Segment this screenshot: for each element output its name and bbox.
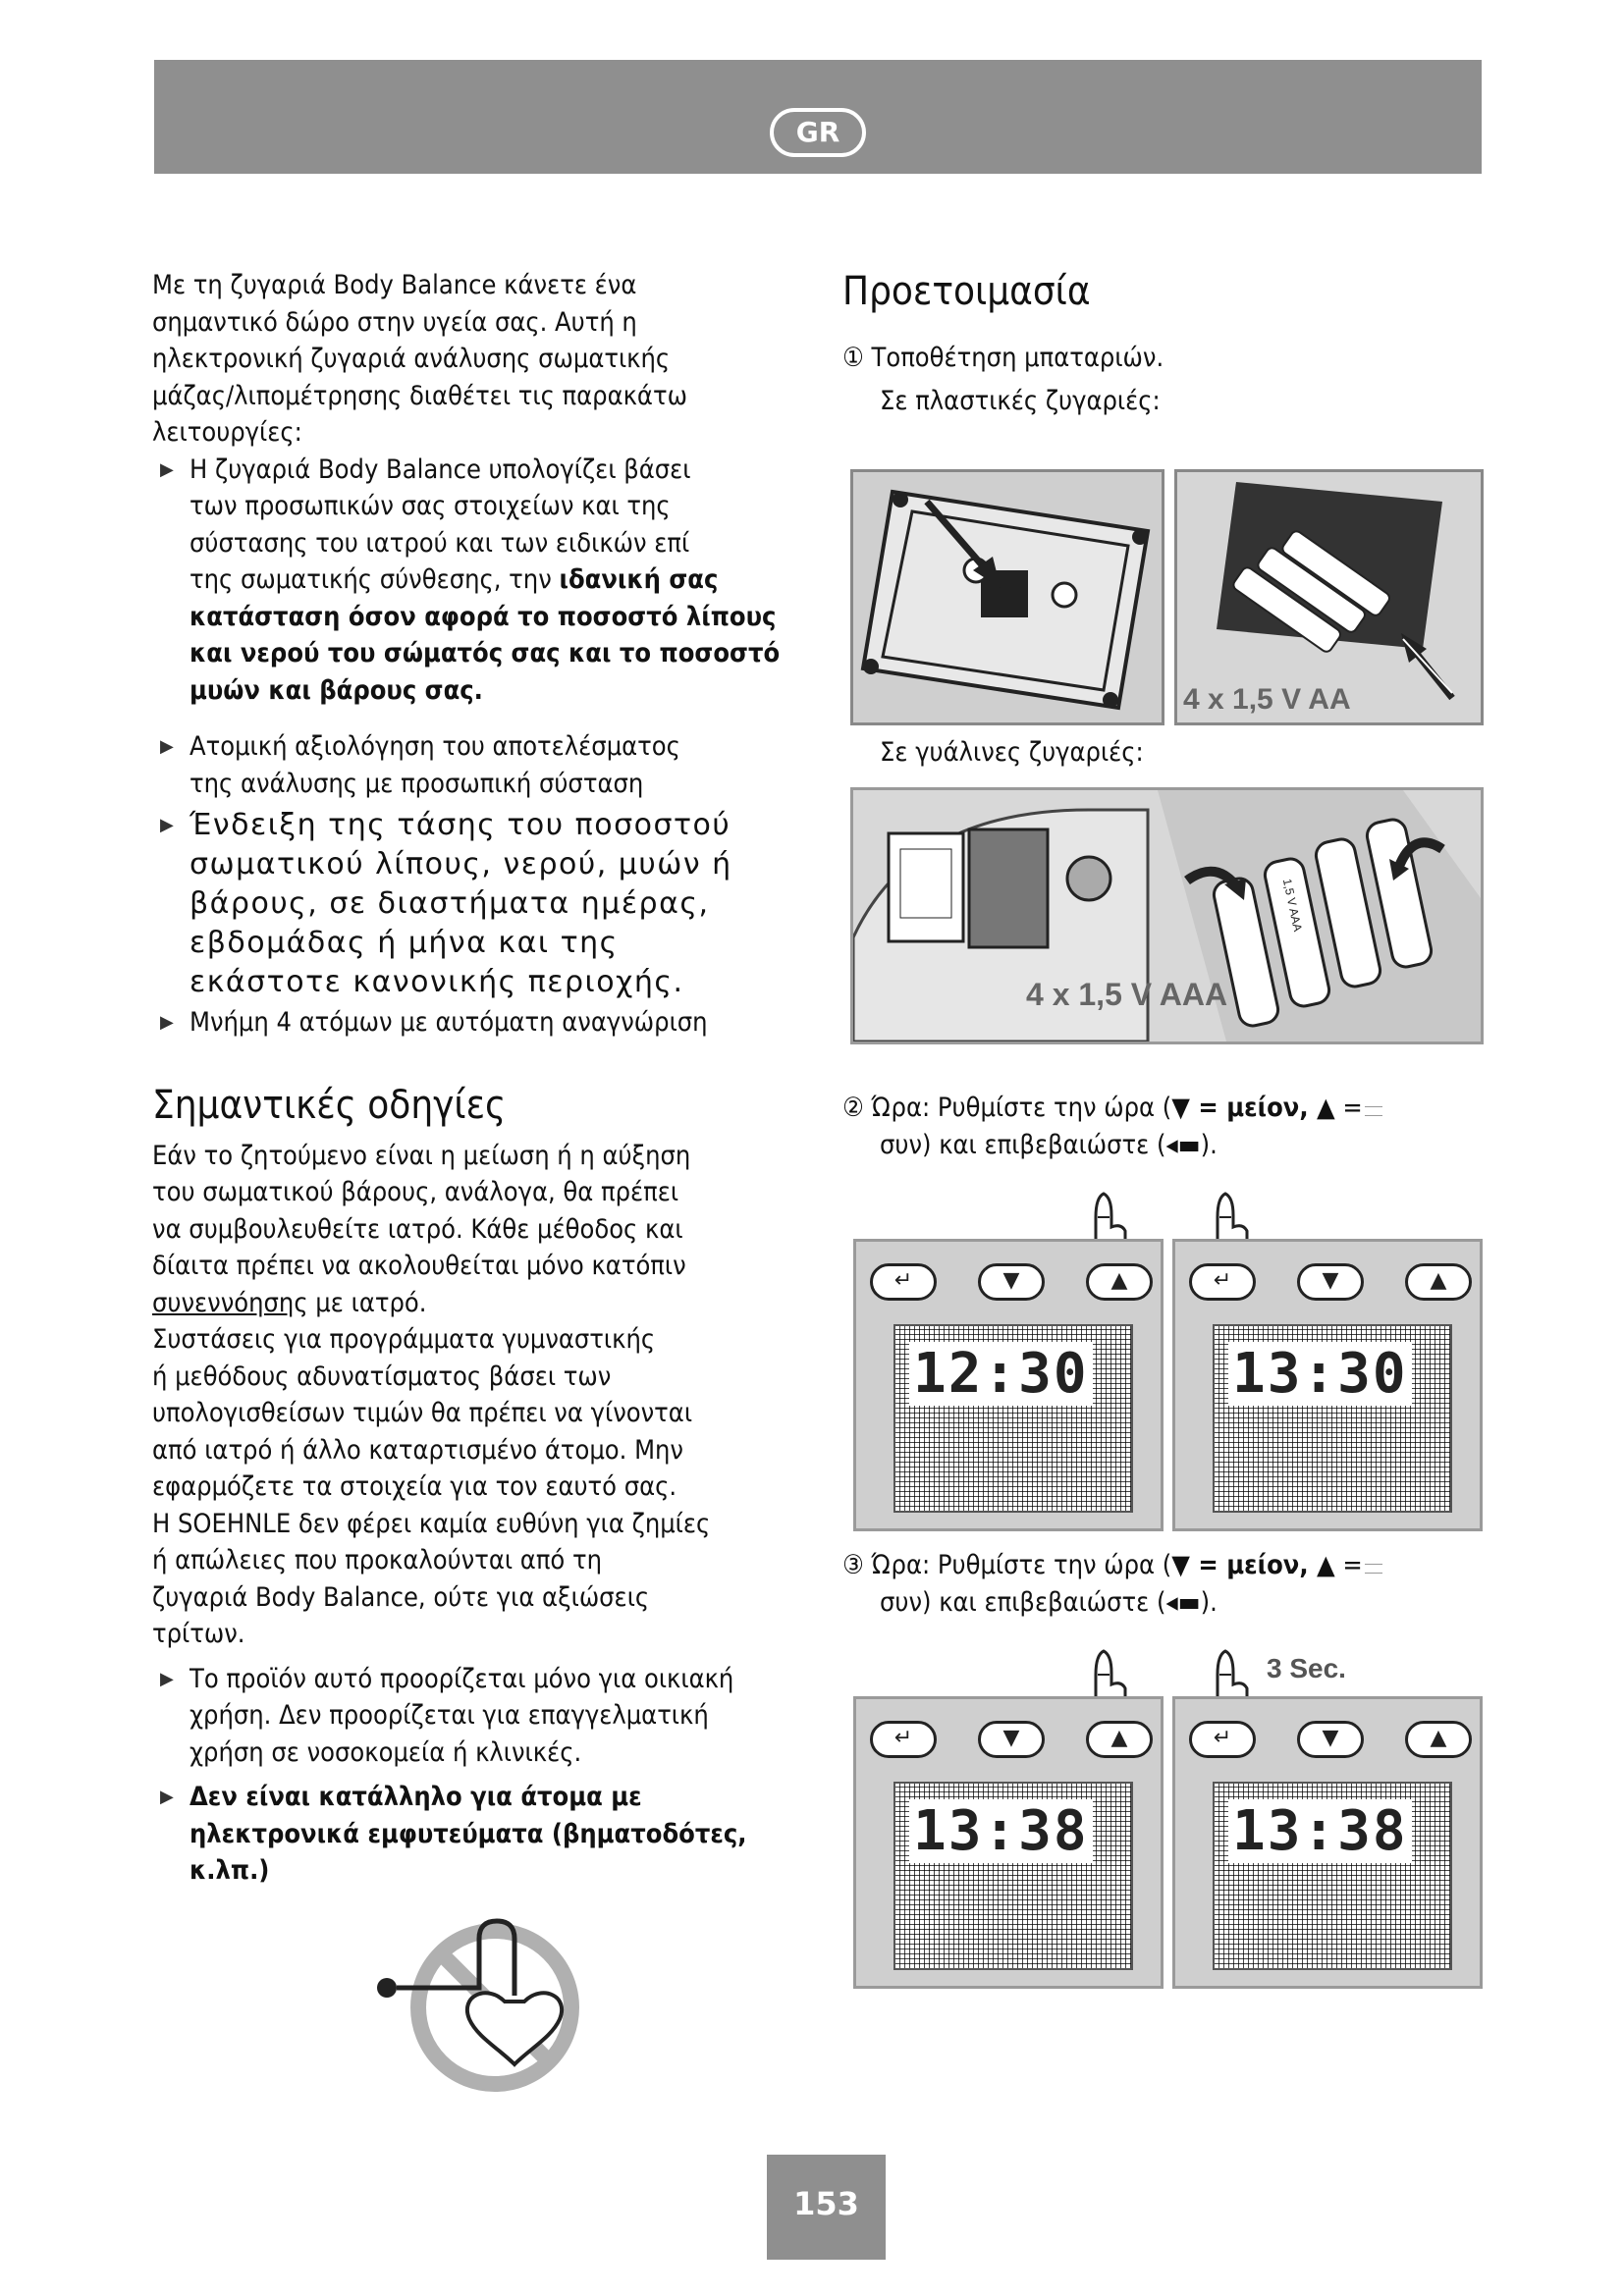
time-display-panel [853,1239,1164,1531]
step-2-line-1 [842,1090,1481,1127]
important-line: τρίτων. [152,1619,245,1649]
language-badge: GR [770,108,866,157]
intro-line: Με τη ζυγαριά Body Balance κάνετε ένα [152,270,637,300]
feature-item-ideal-state [152,452,800,710]
important-line: Η SOEHNLE δεν φέρει καμία ευθύνη για ζημίες [152,1508,711,1539]
step-3-line-2 [842,1584,1481,1622]
lcd-display [1213,1782,1452,1970]
enter-button[interactable]: ↵ [870,1721,937,1758]
step-1-text: Τοποθέτηση μπαταριών. [871,343,1164,373]
feature-line: εβδομάδας ή μήνα και της [189,926,619,960]
important-line: από ιατρό ή άλλο καταρτισμένο άτομο. Μην [152,1434,684,1466]
step-3-number: ③ [842,1550,864,1580]
notice-item-household [152,1661,800,1772]
time-readout: 13:38 [909,1799,1093,1863]
bullet-arrow-icon: ▶ [160,736,174,757]
step-1-number: ① [842,343,864,373]
step-text: = μείον, [1189,1093,1317,1123]
step-2-line-2 [842,1127,1481,1164]
feature-item-memory [152,1004,800,1041]
lcd-display [893,1324,1133,1513]
important-line: Εάν το ζητούμενο είναι η μείωση ή η αύξηση [152,1140,691,1171]
important-line: υπολογισθείσων τιμών θα πρέπει να γίνονται [152,1398,693,1428]
up-arrow-icon: ▲ [1317,1093,1335,1123]
important-paragraph-2 [152,1321,800,1653]
lcd-display [1213,1324,1452,1513]
notice-line: χρήση σε νοσοκομεία ή κλινικές. [189,1736,582,1768]
step-text: = [1334,1093,1363,1123]
time-readout: 12:30 [909,1342,1093,1406]
plus-button[interactable]: ▲ [1405,1263,1472,1301]
notice-line: Το προϊόν αυτό προορίζεται μόνο για οικιακή [189,1663,734,1694]
important-line: δίαιτα πρέπει να ακολουθείται μόνο κατόπιν [152,1251,686,1281]
plus-bar-icon [1365,1564,1382,1574]
step-text: Ώρα: Ρυθμίστε την ώρα ( [871,1093,1172,1123]
plastic-scale-battery-figure [850,469,1484,725]
step-text: Ώρα: Ρυθμίστε την ώρα ( [871,1550,1172,1580]
minus-button[interactable]: ▼ [1297,1721,1364,1758]
feature-text: της σωματικής σύνθεσης, την [189,564,560,595]
notice-item-implants [152,1779,800,1890]
enter-button[interactable]: ↵ [870,1263,937,1301]
preparation-heading: Προετοιμασία [842,269,1091,314]
notice-line: Δεν είναι κατάλληλο για άτομα με [189,1782,642,1812]
important-line: Συστάσεις για προγράμματα γυμναστικής [152,1324,656,1355]
feature-line: σωματικού λίπους, νερού, μυών ή [189,847,732,881]
down-arrow-icon: ▼ [1171,1550,1190,1580]
enter-arrow-icon: ◂▬ [1165,1586,1201,1618]
glass-scale-battery-figure [850,787,1484,1044]
feature-line: και νερού του σώματός σας και το ποσοστό [189,638,781,668]
feature-line [189,561,800,599]
minus-button[interactable]: ▼ [978,1721,1045,1758]
feature-line: της ανάλυσης με προσωπική σύσταση [189,768,644,799]
bullet-arrow-icon: ▶ [160,458,174,480]
step-text: συν) και επιβεβαιώστε ( [880,1586,1166,1618]
minus-button[interactable]: ▼ [978,1263,1045,1301]
feature-line: μυών και βάρους σας. [189,674,483,706]
step-text: = [1334,1550,1363,1580]
hold-duration-label: 3 Sec. [1267,1653,1346,1683]
time-display-panel [1172,1239,1483,1531]
plus-button[interactable]: ▲ [1086,1263,1153,1301]
notice-line: χρήση. Δεν προορίζεται για επαγγελματική [189,1700,709,1731]
step-2-number: ② [842,1093,864,1123]
feature-line: βάρους, σε διαστήματα ημέρας, [189,886,710,921]
step-text: συν) και επιβεβαιώστε ( [880,1129,1166,1160]
scale-underside-image [850,469,1164,725]
intro-line: μάζας/λιπομέτρησης διαθέτει τις παρακάτω [152,380,687,411]
step-text: ). [1200,1129,1218,1160]
step-1-line [842,340,1481,377]
feature-line: Η ζυγαριά Body Balance υπολογίζει βάσει [189,454,691,485]
feature-line: Ατομική αξιολόγηση του αποτελέσματος [189,731,680,762]
feature-line: Μνήμη 4 ατόμων με αυτόματη αναγνώριση [189,1007,708,1038]
feature-line: κατάσταση όσον αφορά το ποσοστό λίπους [189,601,777,632]
important-text: ς με ιατρό. [294,1287,427,1318]
time-display-panel [1172,1696,1483,1989]
plastic-scales-label: Σε πλαστικές ζυγαριές: [880,385,1161,416]
step-3-instruction [842,1547,1481,1621]
down-arrow-icon: ▼ [1171,1093,1190,1123]
notice-line: κ.λπ.) [189,1855,270,1886]
important-paragraph-1 [152,1138,800,1322]
step-3-line-1 [842,1547,1481,1584]
feature-item-evaluation [152,728,800,802]
bullet-arrow-icon: ▶ [160,1787,174,1807]
important-line: του σωματικού βάρους, ανάλογα, θα πρέπει [152,1177,679,1207]
lcd-display [893,1782,1133,1970]
important-line: να συμβουλευθείτε ιατρό. Κάθε μέθοδος και [152,1213,683,1245]
intro-paragraph [152,267,800,452]
time-readout: 13:30 [1228,1342,1412,1406]
intro-line: σημαντικό δώρο στην υγεία σας. Αυτή η [152,306,637,338]
step-2-instruction [842,1090,1481,1163]
up-arrow-icon: ▲ [1317,1550,1335,1580]
step-text: ). [1200,1586,1218,1618]
feature-line: Ένδειξη της τάσης του ποσοστού [189,808,731,842]
feature-line: εκάστοτε κανονικής περιοχής. [189,965,684,999]
important-heading: Σημαντικές οδηγίες [152,1082,507,1128]
feature-item-trend [152,806,800,1002]
plus-bar-icon [1365,1106,1382,1116]
feature-line: των προσωπικών σας στοιχείων και της [189,491,671,521]
important-line: ή απώλειες που προκαλούνται από τη [152,1545,603,1575]
feature-bold-text: ιδανική σας [559,564,719,595]
page-number: 153 [767,2155,886,2260]
battery-cell-text: 1,5 V AAA [1279,877,1305,934]
battery-spec-label: 4 x 1,5 V AA [1183,683,1351,716]
important-line [152,1285,800,1322]
important-line: εφαρμόζετε τα στοιχεία για τον εαυτό σας. [152,1471,677,1502]
battery-spec-label: 4 x 1,5 V AAA [1026,977,1228,1012]
plus-button[interactable]: ▲ [1405,1721,1472,1758]
plus-button[interactable]: ▲ [1086,1721,1153,1758]
step-text: = μείον, [1189,1550,1317,1580]
glass-scales-label: Σε γυάλινες ζυγαριές: [880,737,1144,768]
notice-line: ηλεκτρονικά εμφυτεύματα (βηματοδότες, [189,1818,747,1849]
battery-compartment-image [1174,469,1484,725]
time-display-panel [853,1696,1164,1989]
enter-button[interactable]: ↵ [1189,1263,1256,1301]
no-pacemaker-icon [371,1909,597,2096]
intro-line: ηλεκτρονική ζυγαριά ανάλυσης σωματικής [152,344,671,374]
enter-button[interactable]: ↵ [1189,1721,1256,1758]
bullet-arrow-icon: ▶ [160,815,174,835]
bullet-arrow-icon: ▶ [160,1668,174,1689]
feature-line: σύστασης του ιατρού και των ειδικών επί [189,527,690,559]
enter-arrow-icon: ◂▬ [1165,1129,1201,1160]
bullet-arrow-icon: ▶ [160,1012,174,1033]
time-readout: 13:38 [1228,1799,1412,1863]
minus-button[interactable]: ▼ [1297,1263,1364,1301]
left-column [152,267,800,1890]
right-column [842,267,1481,419]
important-line: ή μεθόδους αδυνατίσματος βάσει των [152,1361,612,1392]
intro-line: λειτουργίες: [152,417,302,448]
important-line: ζυγαριά Body Balance, ούτε για αξιώσεις [152,1581,650,1613]
underlined-text: συνεννόηση [152,1287,295,1318]
